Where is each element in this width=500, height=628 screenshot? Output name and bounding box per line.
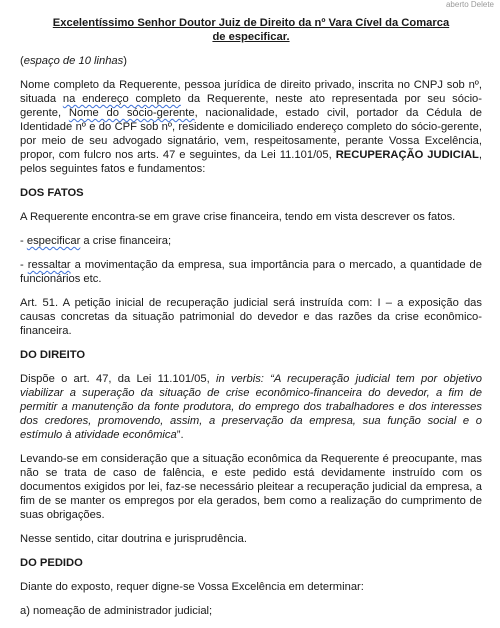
heading-direito: DO DIREITO — [20, 349, 86, 361]
fatos-item-2-rest: a movimentação da empresa, sua importância para o mercado, a quantidade de funcionários etc. — [20, 259, 483, 285]
intro-bold-action: RECUPERAÇÃO JUDICIAL — [335, 149, 479, 161]
fatos-item-1-rest: a crise financeira; — [80, 235, 172, 247]
document-body — [20, 16, 482, 628]
direito-p1-start: Dispõe o art. 47, da Lei 11.101/05, — [20, 373, 216, 385]
intro-paragraph — [20, 78, 482, 176]
fatos-item-2-dash: - — [20, 259, 28, 271]
space-note-close: ) — [123, 55, 127, 67]
title-line-1: Excelentíssimo Senhor Doutor Juiz de Direito da nº Vara Cível da Comarca — [52, 17, 450, 29]
intro-part-4: , pelos seguintes fatos e fundamentos: — [20, 149, 482, 175]
pedido-item-a: a) nomeação de administrador judicial; — [20, 605, 213, 617]
space-note — [20, 54, 482, 68]
fatos-item-1-dash: - — [20, 235, 27, 247]
fatos-art51: Art. 51. A petição inicial de recuperação judicial será instruída com: I – a exposição das causas concretas da situação patrimonial do devedor e das razões da crise econômico-financeira. — [20, 297, 482, 337]
direito-paragraph-1 — [20, 372, 482, 442]
fatos-item-2 — [20, 258, 482, 286]
heading-fatos: DOS FATOS — [20, 187, 84, 199]
intro-part-1: Nome completo da Requerente, pessoa jurídica de direito privado, inscrita no CNPJ sob nº, situada — [20, 79, 482, 105]
space-note-text: espaço de 10 linhas — [23, 55, 124, 67]
intro-underline-address: na endereço completo — [62, 93, 181, 105]
fatos-item-2-underline: ressaltar — [27, 259, 71, 271]
space-note-open: ( — [20, 55, 24, 67]
direito-p1-end: ”. — [176, 429, 184, 441]
intro-underline-partner: Nome do sócio-gerente — [68, 107, 195, 119]
fatos-item-1-underline: especificar — [26, 235, 81, 247]
intro-part-2: da Requerente, neste ato representada por seu sócio-gerente, — [20, 93, 482, 119]
intro-part-3: , nacionalidade, estado civil, portador da Cédula de Identidade nº e do CPF sob nº, residente e domiciliado endereço completo do sócio-gerente, por meio de seu advogado signatário, vem, respeitosamente, perante Vossa Excelência, propor, com fulcro nos arts. 47 e seguintes, da Lei 11.101/05, — [20, 107, 483, 161]
direito-paragraph-3: Nesse sentido, citar doutrina e jurisprudência. — [20, 533, 247, 545]
direito-paragraph-2: Levando-se em consideração que a situação econômica da Requerente é preocupante, mas não se trata de caso de falência, e este pedido está devidamente instruído com os documentos exigidos por lei, faz-se necessário pleitear a recuperação judicial da empresa, a fim de se manter os empregos por ela gerados, bem como a realização do cumprimento de suas obrigações. — [20, 453, 482, 521]
fatos-paragraph-1: A Requerente encontra-se em grave crise financeira, tendo em vista descrever os fatos. — [20, 211, 456, 223]
direito-p1-quote: in verbis: “A recuperação judicial tem por objetivo viabilizar a superação da situação de crise econômico-financeira do devedor, a fim de permitir a manutenção da fonte produtora, do emprego dos trabalhadores e dos interesses dos credores, promovendo, assim, a preservação da empresa, sua função social e o estímulo à atividade econômica — [20, 373, 482, 441]
pedido-paragraph-1: Diante do exposto, requer digne-se Vossa Excelência em determinar: — [20, 581, 364, 593]
top-strip-text: aberto Delete — [445, 0, 494, 9]
heading-pedido: DO PEDIDO — [20, 557, 83, 569]
document-title — [20, 16, 482, 44]
title-line-2: de especificar. — [212, 31, 290, 43]
fatos-item-1 — [20, 234, 482, 248]
